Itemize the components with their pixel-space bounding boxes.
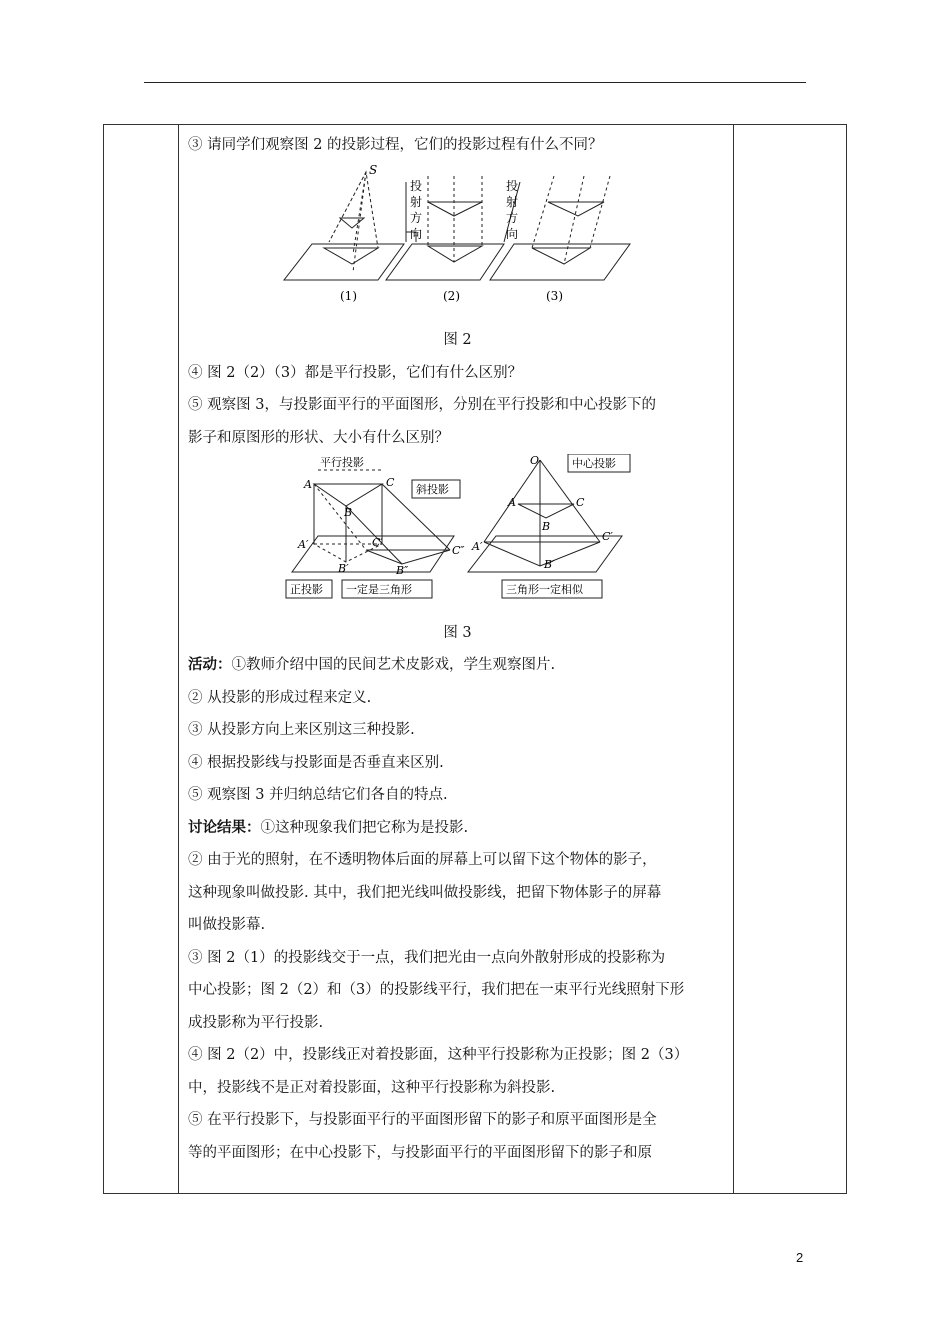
label-S: S [368,162,377,177]
result-4-line-2: 中，投影线不是正对着投影面，这种平行投影称为斜投影. [188,1079,556,1096]
figure-2 [188,162,727,325]
activity-item-1: ①教师介绍中国的民间艺术皮影戏，学生观察图片. [231,657,556,673]
label-central-projection: 中心投影 [571,457,616,470]
result-label: 讨论结果： [188,818,261,836]
point-A-prime: A′ [297,538,308,551]
question-4: ④ 图 2（2）（3）都是平行投影，它们有什么区别？ [188,364,523,381]
result-5-line-2: 等的平面图形；在中心投影下，与投影面平行的平面图形留下的影子和原 [188,1144,652,1161]
activity-item-2: ② 从投影的形成过程来定义. [188,689,372,706]
dir2-char-3: 方 [505,210,518,225]
question-5-line-2: 影子和原图形的形状、大小有什么区别？ [188,429,449,446]
dir2-char-1: 投 [505,178,518,193]
figure-3-caption: 图 3 [443,624,472,641]
right-point-B: B [541,520,550,533]
result-2-line-2: 这种现象叫做投影. 其中，我们把光线叫做投影线，把留下物体影子的屏幕 [188,884,662,901]
left-column-cell [104,125,179,1194]
result-2-line-1: ② 由于光的照射，在不透明物体后面的屏幕上可以留下这个物体的影子， [188,852,657,868]
dir1-char-4: 向 [409,226,422,241]
result-3-line-3: 成投影称为平行投影. [188,1014,324,1031]
activity-label: 活动： [188,656,232,673]
question-5-line-1: ⑤ 观察图 3，与投影面平行的平面图形，分别在平行投影和中心投影下的 [188,397,656,413]
activity-item-5: ⑤ 观察图 3 并归纳总结它们各自的特点. [188,787,448,803]
point-C-prime: C′ [371,536,383,549]
label-triangles-similar: 三角形一定相似 [505,583,583,596]
sub-label-2: (2) [442,288,460,303]
dir1-char-3: 方 [409,210,422,225]
result-2-line-3: 叫做投影幕. [188,917,266,933]
right-point-A: A [507,496,516,509]
right-point-A-prime: A′ [471,540,482,553]
right-column-cell [734,125,847,1194]
lesson-table [103,124,847,1194]
label-oblique-projection: 斜投影 [415,483,449,496]
point-B-double-prime: B″ [395,564,408,577]
figure-3 [188,454,727,617]
activity-line-1 [188,649,727,682]
dir1-char-2: 射 [409,194,422,209]
sub-label-1: (1) [339,288,357,303]
point-A: A [303,478,312,491]
label-orthographic-projection: 正投影 [289,583,323,596]
point-B: B [343,506,352,519]
result-item-1: ①这种现象我们把它称为是投影. [260,819,469,836]
activity-item-3: ③ 从投影方向上来区别这三种投影. [188,722,415,738]
content-cell [179,125,734,1194]
activity-item-4: ④ 根据投影线与投影面是否垂直来区别. [188,754,444,771]
dir2-char-4: 向 [505,226,518,241]
label-must-be-triangle: 一定是三角形 [345,583,412,596]
point-B-prime: B′ [337,562,349,575]
result-5-line-1: ⑤ 在平行投影下，与投影面平行的平面图形留下的影子和原平面图形是全 [188,1112,657,1128]
point-O: O [529,454,539,467]
right-point-C-prime: C′ [601,530,613,543]
point-C-double-prime: C″ [451,544,465,557]
figure-2-diagram [268,162,648,312]
plane-2 [386,244,504,280]
result-line-1 [188,812,727,845]
header-rule [144,82,806,83]
dir2-char-2: 射 [505,194,518,209]
sub-label-3: (3) [545,288,563,303]
point-C: C [385,476,394,489]
label-parallel-projection: 平行投影 [319,456,364,469]
result-3-line-2: 中心投影；图 2（2）和（3）的投影线平行，我们把在一束平行光线照射下形 [188,982,685,998]
dir1-char-1: 投 [409,178,422,193]
result-4-line-1: ④ 图 2（2）中，投影线正对着投影面，这种平行投影称为正投影；图 2（3） [188,1047,689,1063]
right-point-C: C [575,496,584,509]
page-number: 2 [796,1250,804,1265]
figure-2-caption: 图 2 [443,332,472,348]
question-3: ③ 请同学们观察图 2 的投影过程，它们的投影过程有什么不同？ [188,137,603,153]
figure-3-diagram [278,454,638,604]
result-3-line-1: ③ 图 2（1）的投影线交于一点，我们把光由一点向外散射形成的投影称为 [188,949,666,966]
plane-1 [284,244,404,280]
right-point-B-prime: B′ [543,558,555,571]
